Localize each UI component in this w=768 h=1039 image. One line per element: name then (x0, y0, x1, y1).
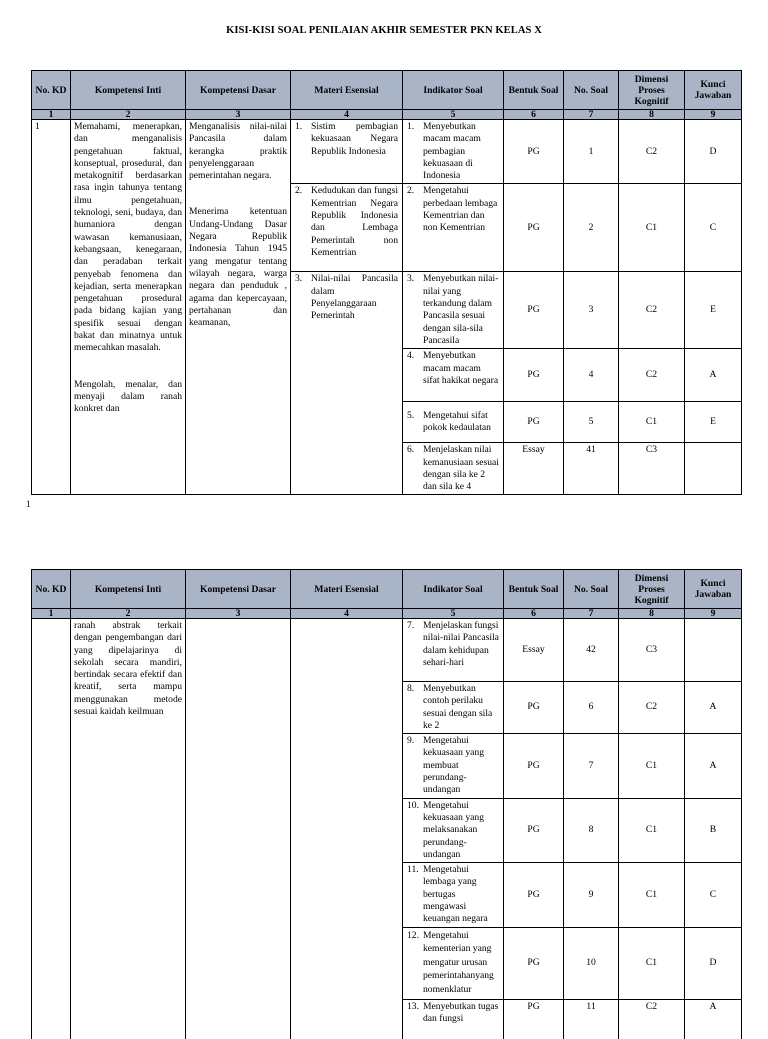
header-no-kd: No. KD (32, 71, 71, 110)
indikator-text: Menjelaskan nilai kemanusiaan sesuai dengan sila ke 2 dan sila ke 4 (423, 444, 499, 493)
indikator-text: Mengetahui kekuasaan yang melaksanakan perundang-undangan (423, 800, 499, 861)
indikator-cell (403, 682, 504, 734)
indikator-cell (403, 619, 504, 682)
no-soal: 41 (564, 443, 619, 495)
bentuk-soal: PG (504, 999, 564, 1039)
no-soal: 6 (564, 682, 619, 734)
kunci-jawaban: A (685, 999, 742, 1039)
kompetensi-inti-text: ranah abstrak terkait dengan pengembangan dari yang dipelajarinya di sekolah secara mandiri, bertindak secara efektif dan kreatif, serta mampu menggunakan metode sesuai kaidah keilmuan (71, 619, 186, 1039)
bentuk-soal: PG (504, 272, 564, 349)
materi-text: Sistim pembagian kekuasaan Negara Republik Indonesia (311, 121, 398, 158)
indikator-text: Mengetahui lembaga yang bertugas mengawasi keuangan negara (423, 864, 499, 925)
indikator-cell (403, 402, 504, 443)
materi-number: 3. (295, 273, 311, 322)
bentuk-soal: PG (504, 402, 564, 443)
materi-empty (291, 619, 403, 1039)
materi-item (291, 272, 403, 495)
no-soal: 10 (564, 927, 619, 999)
bentuk-soal: PG (504, 734, 564, 798)
col-number: 9 (685, 609, 742, 619)
kunci-jawaban: B (685, 798, 742, 862)
col-number: 8 (619, 609, 685, 619)
page-number: 1 (26, 499, 31, 509)
indikator-number: 1. (407, 121, 423, 182)
indikator-number: 7. (407, 620, 423, 669)
dimensi: C1 (619, 402, 685, 443)
dimensi: C2 (619, 120, 685, 184)
col-number: 3 (186, 609, 291, 619)
kunci-jawaban: E (685, 272, 742, 349)
materi-text: Kedudukan dan fungsi Kementrian Negara Republik Indonesia dan Lembaga Pemerintah non Kementrian (311, 185, 398, 259)
dimensi: C1 (619, 734, 685, 798)
header-bentuk-soal: Bentuk Soal (504, 570, 564, 609)
kunci-jawaban: C (685, 863, 742, 927)
col-number: 2 (71, 110, 186, 120)
header-kompetensi-inti: Kompetensi Inti (71, 570, 186, 609)
indikator-text: Mengetahui sifat pokok kedaulatan (423, 410, 499, 435)
col-number: 8 (619, 110, 685, 120)
header-indikator-soal: Indikator Soal (403, 71, 504, 110)
materi-item (291, 120, 403, 184)
materi-number: 2. (295, 185, 311, 259)
col-number: 5 (403, 609, 504, 619)
header-indikator-soal: Indikator Soal (403, 570, 504, 609)
indikator-text: Menyebutkan contoh perilaku sesuai dengan sila ke 2 (423, 683, 499, 732)
bentuk-soal: PG (504, 682, 564, 734)
kompetensi-dasar-empty (186, 619, 291, 1039)
indikator-cell (403, 349, 504, 402)
kunci-jawaban: A (685, 349, 742, 402)
bentuk-soal: PG (504, 349, 564, 402)
kd-paragraph-2: Menerima ketentuan Undang-Undang Dasar Negara Republik Indonesia Tahun 1945 yang mengatur tentang wilayah negara, warga negara dan penduduk , agama dan kepercayaan, pertahanan dan keamanan, (189, 206, 287, 329)
indikator-number: 8. (407, 683, 423, 732)
indikator-number: 6. (407, 444, 423, 493)
dimensi: C2 (619, 272, 685, 349)
header-kompetensi-dasar: Kompetensi Dasar (186, 71, 291, 110)
indikator-cell (403, 120, 504, 184)
kd-number: 1 (32, 120, 71, 495)
col-number: 4 (291, 609, 403, 619)
bentuk-soal: PG (504, 184, 564, 272)
bentuk-soal: Essay (504, 443, 564, 495)
materi-text: Nilai-nilai Pancasila dalam Penyelanggaraan Pemerintah (311, 273, 398, 322)
kd-paragraph-1: Menganalisis nilai-nilai Pancasila dalam kerangka praktik penyelenggaraan pemerintahan negara. (189, 121, 287, 182)
header-bentuk-soal: Bentuk Soal (504, 71, 564, 110)
kunci-jawaban: D (685, 927, 742, 999)
header-no-soal: No. Soal (564, 71, 619, 110)
col-number: 9 (685, 110, 742, 120)
kisi-kisi-table-2 (31, 569, 742, 1039)
bentuk-soal: PG (504, 927, 564, 999)
page-title: KISI-KISI SOAL PENILAIAN AKHIR SEMESTER PKN KELAS X (0, 25, 768, 36)
col-number: 1 (32, 609, 71, 619)
col-number: 1 (32, 110, 71, 120)
header-materi-esensial: Materi Esensial (291, 570, 403, 609)
header-dimensi: Dimensi Proses Kognitif (619, 570, 685, 609)
indikator-text: Mengetahui kekuasaan yang membuat perundang-undangan (423, 735, 499, 796)
dimensi: C2 (619, 999, 685, 1039)
header-dimensi: Dimensi Proses Kognitif (619, 71, 685, 110)
indikator-number: 3. (407, 273, 423, 347)
no-soal: 42 (564, 619, 619, 682)
indikator-text: Mengetahui kementerian yang mengatur urusan pemerintahanyang nomenklatur (423, 929, 499, 997)
col-number: 4 (291, 110, 403, 120)
indikator-cell (403, 863, 504, 927)
dimensi: C1 (619, 863, 685, 927)
indikator-text: Menyebutkan tugas dan fungsi (423, 1001, 499, 1026)
kd-number-empty (32, 619, 71, 1039)
indikator-number: 4. (407, 350, 423, 387)
dimensi: C2 (619, 349, 685, 402)
kunci-jawaban (685, 619, 742, 682)
indikator-number: 13. (407, 1001, 423, 1026)
indikator-cell (403, 927, 504, 999)
kunci-jawaban (685, 443, 742, 495)
col-number: 3 (186, 110, 291, 120)
header-no-soal: No. Soal (564, 570, 619, 609)
no-soal: 1 (564, 120, 619, 184)
indikator-cell (403, 184, 504, 272)
indikator-cell (403, 999, 504, 1039)
col-number: 6 (504, 110, 564, 120)
kunci-jawaban: C (685, 184, 742, 272)
no-soal: 5 (564, 402, 619, 443)
no-soal: 3 (564, 272, 619, 349)
no-soal: 4 (564, 349, 619, 402)
no-soal: 2 (564, 184, 619, 272)
dimensi: C1 (619, 184, 685, 272)
col-number: 2 (71, 609, 186, 619)
col-number: 7 (564, 609, 619, 619)
indikator-number: 12. (407, 929, 423, 997)
indikator-text: Menyebutkan nilai-nilai yang terkandung dalam Pancasila sesuai dengan sila-sila Pancasila (423, 273, 499, 347)
bentuk-soal: Essay (504, 619, 564, 682)
kompetensi-dasar-text (186, 120, 291, 495)
col-number: 6 (504, 609, 564, 619)
indikator-number: 9. (407, 735, 423, 796)
bentuk-soal: PG (504, 798, 564, 862)
indikator-number: 2. (407, 185, 423, 234)
no-soal: 11 (564, 999, 619, 1039)
dimensi: C1 (619, 927, 685, 999)
dimensi: C3 (619, 619, 685, 682)
indikator-cell (403, 798, 504, 862)
kunci-jawaban: E (685, 402, 742, 443)
materi-item (291, 184, 403, 272)
indikator-number: 11. (407, 864, 423, 925)
indikator-text: Mengetahui perbedaan lembaga Kementrian dan non Kementrian (423, 185, 499, 234)
kompetensi-inti-text (71, 120, 186, 495)
no-soal: 8 (564, 798, 619, 862)
header-kompetensi-inti: Kompetensi Inti (71, 71, 186, 110)
indikator-text: Menyebutkan macam macam pembagian kekuasaan di Indonesia (423, 121, 499, 182)
header-materi-esensial: Materi Esensial (291, 71, 403, 110)
kunci-jawaban: A (685, 734, 742, 798)
kunci-jawaban: A (685, 682, 742, 734)
kunci-jawaban: D (685, 120, 742, 184)
header-kompetensi-dasar: Kompetensi Dasar (186, 570, 291, 609)
header-no-kd: No. KD (32, 570, 71, 609)
indikator-cell (403, 443, 504, 495)
indikator-number: 10. (407, 800, 423, 861)
indikator-number: 5. (407, 410, 423, 435)
indikator-cell (403, 734, 504, 798)
no-soal: 7 (564, 734, 619, 798)
col-number: 5 (403, 110, 504, 120)
ki-paragraph-1: Memahami, menerapkan, dan menganalisis pengetahuan faktual, konseptual, prosedural, dan metakognitif berdasarkan rasa ingin tahunya tentang ilmu pengetahuan, teknologi, seni, budaya, dan humaniora dengan wawasan kemanusiaan, kebangsaan, kenegaraan, dan peradaban terkait penyebab fenomena dan kejadian, serta menerapkan pengetahuan prosedural pada bidang kajian yang spesifik sesuai dengan bakat dan minatnya untuk memecahkan masalah. (74, 121, 182, 355)
ki-paragraph-2: Mengolah, menalar, dan menyaji dalam ranah konkret dan (74, 379, 182, 416)
bentuk-soal: PG (504, 863, 564, 927)
kisi-kisi-table-1 (31, 70, 742, 495)
materi-number: 1. (295, 121, 311, 158)
indikator-text: Menyebutkan macam macam sifat hakikat negara (423, 350, 499, 387)
dimensi: C3 (619, 443, 685, 495)
dimensi: C2 (619, 682, 685, 734)
bentuk-soal: PG (504, 120, 564, 184)
indikator-cell (403, 272, 504, 349)
col-number: 7 (564, 110, 619, 120)
header-kunci: Kunci Jawaban (685, 570, 742, 609)
dimensi: C1 (619, 798, 685, 862)
header-kunci: Kunci Jawaban (685, 71, 742, 110)
no-soal: 9 (564, 863, 619, 927)
indikator-text: Menjelaskan fungsi nilai-nilai Pancasila dalam kehidupan sehari-hari (423, 620, 499, 669)
